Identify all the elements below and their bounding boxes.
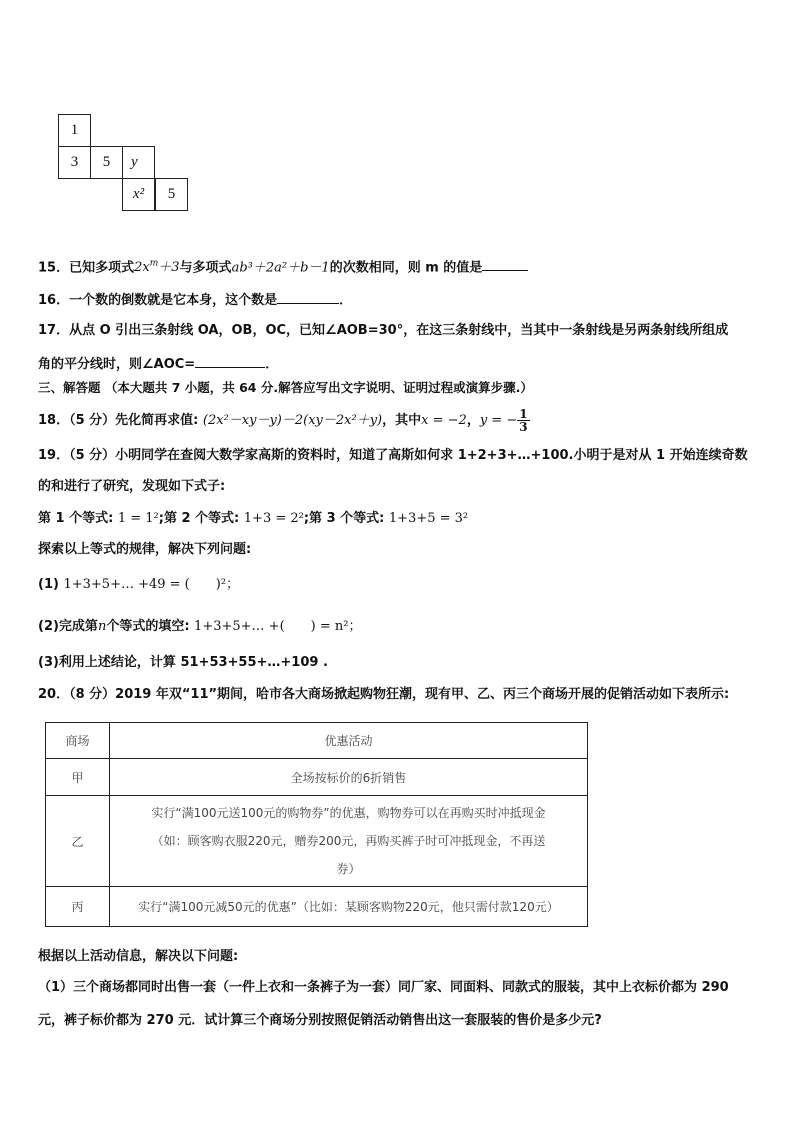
grid-cell: 5 <box>90 146 123 179</box>
subquestion-1-line2: 元，裤子标价都为 270 元．试计算三个商场分别按照促销活动销售出这一套服装的售价是多少元? <box>38 1013 602 1028</box>
store-cell: 乙 <box>46 796 110 887</box>
eq-label: ;第 2 个等式: <box>158 511 240 526</box>
table-header: 商场 <box>46 723 110 759</box>
promo-cell: 全场按标价的6折销售 <box>110 759 588 796</box>
part-label: (2)完成第 <box>38 619 98 634</box>
table-row <box>46 796 588 887</box>
question-19-part1 <box>38 576 239 594</box>
q17-end: ． <box>265 357 279 372</box>
promo-line: 实行“满100元送100元的购物券”的优惠，购物券可以在再购买时冲抵现金 <box>151 806 546 820</box>
q15-expr2: ab³＋2a²＋b－1 <box>231 260 330 276</box>
eq-label: 第 1 个等式: <box>38 511 114 526</box>
q18-expression: (2x²－xy－y)－2(xy－2x²＋y) <box>202 413 383 428</box>
question-19-line2: 的和进行了研究，发现如下式子: <box>38 479 226 494</box>
fraction: $\frac{1}{3}$ <box>519 407 528 434</box>
grid-cell: x² <box>122 178 155 211</box>
equation: 1 = 1² <box>117 511 159 526</box>
q18-sep: ， <box>466 413 480 428</box>
q15-expr1: $2x^m+3$ <box>134 259 180 276</box>
answer-blank[interactable] <box>482 257 528 271</box>
question-19-part2 <box>38 618 361 636</box>
question-19-explore: 探索以上等式的规律，解决下列问题: <box>38 542 252 557</box>
promotion-table <box>45 722 588 927</box>
question-18 <box>38 408 530 434</box>
table-header-row <box>46 723 588 759</box>
table-header: 优惠活动 <box>110 723 588 759</box>
after-intro: 根据以上活动信息，解决以下问题: <box>38 949 239 964</box>
part2-text: 个等式的填空: <box>106 619 190 634</box>
q16-text: 一个数的倒数就是它本身，这个数是 <box>69 293 278 308</box>
grid-cell: y <box>122 146 155 179</box>
q17-text: 角的平分线时，则∠AOC= <box>38 357 196 372</box>
q16-end: ． <box>339 293 353 308</box>
question-number: 15． <box>38 260 70 276</box>
promo-cell: 实行“满100元减50元的优惠”（比如：某顾客购物220元，他只需付款120元） <box>110 887 588 927</box>
part-label: (1) <box>38 577 59 592</box>
question-17-line1: 17．从点 O 引出三条射线 OA，OB，OC，已知∠AOB=30°，在这三条射线中，当其中一条射线是另两条射线所组成 <box>38 323 729 338</box>
question-20-line1: 20．（8 分）2019 年双“11”期间，哈市各大商场掀起购物狂潮，现有甲、乙、丙三个商场开展的促销活动如下表所示: <box>38 687 730 702</box>
q18-y-value: y = − <box>479 413 518 428</box>
promo-line: 券） <box>336 862 361 876</box>
equation: 1+3 = 2² <box>243 511 304 526</box>
store-cell: 丙 <box>46 887 110 927</box>
q15-text-b: 与多项式 <box>179 260 232 276</box>
part2-expression: 1+3+5+… +( ) = n²； <box>194 619 362 634</box>
question-number: 16． <box>38 293 70 308</box>
promo-cell <box>110 796 588 887</box>
answer-blank[interactable] <box>195 354 265 368</box>
question-19-equations <box>38 510 468 528</box>
answer-blank[interactable] <box>277 290 339 304</box>
q18-text: 18．（5 分）先化简再求值: <box>38 413 199 428</box>
section-heading: 三、解答题 （本大题共 7 小题，共 64 分.解答应写出文字说明、证明过程或演算步骤.） <box>38 380 533 395</box>
table-row <box>46 887 588 927</box>
question-19-line1: 19．（5 分）小明同学在查阅大数学家高斯的资料时，知道了高斯如何求 1+2+3+…+100.小明于是对从 1 开始连续奇数 <box>38 448 748 463</box>
promo-line: （如：顾客购衣服220元，赠券200元，再购买裤子时可冲抵现金，不再送 <box>151 834 546 848</box>
q18-text-b: ，其中 <box>382 413 422 428</box>
question-17-line2 <box>38 354 278 374</box>
eq-label: ;第 3 个等式: <box>303 511 385 526</box>
subquestion-1-line1: （1）三个商场都同时出售一套（一件上衣和一条裤子为一套）同厂家、同面料、同款式的服装，其中上衣标价都为 290 <box>38 980 729 995</box>
store-cell: 甲 <box>46 759 110 796</box>
table-row <box>46 759 588 796</box>
grid-cell: 5 <box>155 178 188 211</box>
q15-text-c: 的次数相同，则 m 的值是 <box>329 260 483 276</box>
q15-text-a: 已知多项式 <box>69 260 135 276</box>
grid-cell: 1 <box>58 114 91 147</box>
q18-x-value: x = −2 <box>421 413 467 428</box>
question-15 <box>38 255 528 277</box>
equation: 1+3+5 = 3² <box>388 511 469 526</box>
grid-cell: 3 <box>58 146 91 179</box>
n-variable: n <box>97 619 107 634</box>
part1-expression: 1+3+5+… +49 = ( )²； <box>63 577 240 592</box>
question-16 <box>38 290 352 310</box>
question-19-part3: (3)利用上述结论，计算 51+53+55+…+109 . <box>38 655 328 670</box>
